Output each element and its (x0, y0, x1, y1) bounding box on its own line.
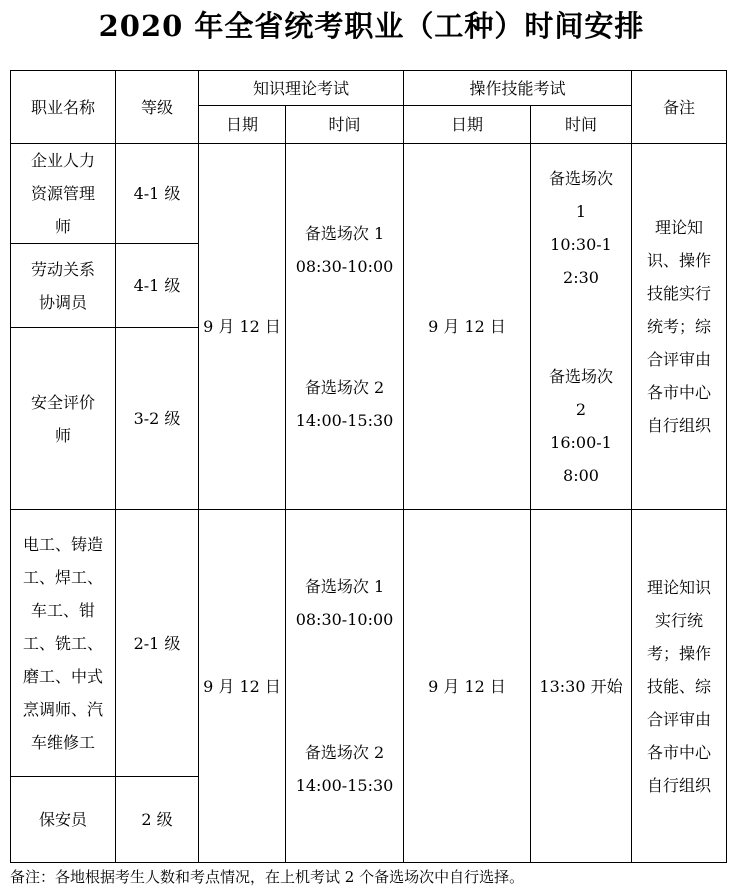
header-theory-date: 日期 (199, 106, 286, 144)
theory-time-1: 08:30-10:00 (295, 256, 394, 276)
occupation-cell (11, 244, 116, 328)
occupation-name: 企业人力资源管理师 (30, 151, 95, 236)
remark-text: 理论知识、操作技能实行统考；综合评审由各市中心自行组织 (647, 218, 712, 435)
header-remark: 备注 (632, 71, 727, 144)
practice-date-cell: 9 月 12 日 (404, 510, 531, 863)
theory-time-cell (286, 144, 404, 510)
practice-date-cell: 9 月 12 日 (404, 144, 531, 510)
header-theory-exam: 知识理论考试 (199, 71, 404, 106)
theory-time-cell (286, 510, 404, 863)
header-practice-date: 日期 (404, 106, 531, 144)
header-theory-time: 时间 (286, 106, 404, 144)
theory-date-cell: 9 月 12 日 (199, 144, 286, 510)
schedule-table (10, 70, 727, 863)
practice-session-2: 备选场次 2 (549, 366, 614, 419)
header-practice-exam: 操作技能考试 (404, 71, 632, 106)
theory-session-1: 备选场次 1 (304, 577, 385, 596)
theory-session-1: 备选场次 1 (304, 223, 385, 243)
remark-text: 理论知识实行统考；操作技能、综合评审由各市中心自行组织 (647, 577, 712, 795)
level-cell: 2-1 级 (116, 510, 199, 777)
practice-session-1: 备选场次 1 (549, 168, 614, 221)
occupation-cell (11, 144, 116, 244)
practice-time-2: 16:00-18:00 (550, 432, 612, 485)
practice-time-1: 10:30-12:30 (550, 234, 612, 287)
theory-session-2: 备选场次 2 (304, 743, 385, 762)
level-cell: 3-2 级 (116, 328, 199, 510)
theory-time-2: 14:00-15:30 (295, 410, 394, 430)
theory-date-cell: 9 月 12 日 (199, 510, 286, 863)
theory-time-2: 14:00-15:30 (295, 776, 394, 795)
practice-time-cell: 13:30 开始 (531, 510, 632, 863)
occupation-cell (11, 328, 116, 510)
remark-cell (632, 510, 727, 863)
header-level: 等级 (116, 71, 199, 144)
occupation-cell (11, 510, 116, 777)
occupation-name: 安全评价师 (30, 392, 95, 445)
occupation-name: 劳动关系协调员 (30, 259, 95, 312)
occupation-name: 电工、铸造工、焊工、车工、钳工、铣工、磨工、中式烹调师、汽车维修工 (23, 534, 104, 752)
footnote: 备注：各地根据考生人数和考点情况，在上机考试 2 个备选场次中自行选择。 (10, 868, 525, 886)
header-practice-time: 时间 (531, 106, 632, 144)
occupation-cell: 保安员 (11, 777, 116, 863)
header-occupation: 职业名称 (11, 71, 116, 144)
page-title: 2020 年全省统考职业（工种）时间安排 (98, 9, 645, 43)
practice-time-cell (531, 144, 632, 510)
theory-time-1: 08:30-10:00 (295, 610, 394, 629)
theory-session-2: 备选场次 2 (304, 377, 385, 397)
level-cell: 4-1 级 (116, 144, 199, 244)
remark-cell (632, 144, 727, 510)
level-cell: 2 级 (116, 777, 199, 863)
level-cell: 4-1 级 (116, 244, 199, 328)
